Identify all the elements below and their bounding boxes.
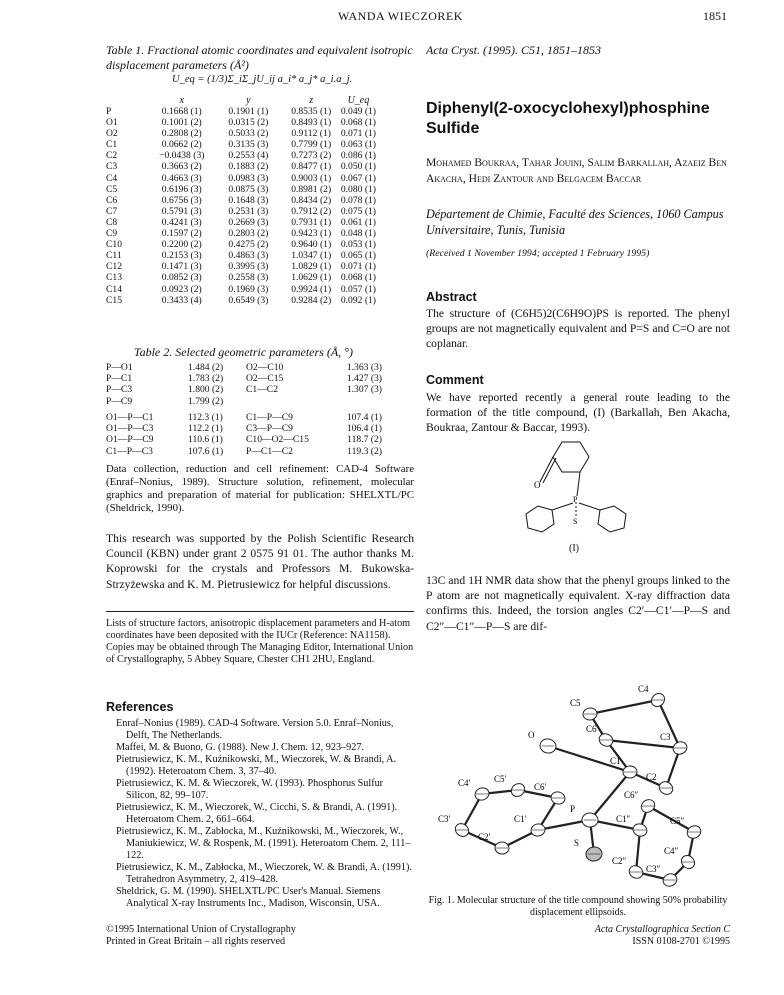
table-cell: 107.4 (1) <box>346 412 382 423</box>
atom-label: P <box>106 106 112 117</box>
atom-label: C6 <box>106 194 118 206</box>
acknowledgement: This research was supported by the Polish Scientific Research Council (KBN) under grant 2 0575 91 01. The author thanks M. Koprowski for the crystals and Professors M. Bukowska-Strzyżewska and K. M. Pietrusiewicz for helpful discussions. <box>106 532 414 591</box>
table-cell: O1—P—C3 <box>106 423 154 435</box>
table-cell: 0.7273 (2) <box>291 150 332 162</box>
table-cell: 0.0315 (2) <box>228 117 269 129</box>
reference-item: Pietrusiewicz, K. M., Zabłocka, M., Kuźnikowski, M., Wieczorek, W., Maniukiewicz, W. & Rospenk, M. (1991). Heteroatom Chem. 2, 111–122. <box>116 826 411 861</box>
atom-label: C7 <box>106 205 118 217</box>
table-cell: O2—C10 <box>246 362 284 373</box>
table-cell: 0.9640 (1) <box>291 239 332 251</box>
atom-label: C3′ <box>438 814 451 824</box>
table-cell: 0.2553 (4) <box>228 150 269 162</box>
table-cell: 0.8981 (2) <box>291 183 332 195</box>
atom-label: C6 <box>586 724 597 734</box>
scheme-p-label: P <box>573 495 578 504</box>
table-cell: C10—O2—C15 <box>246 434 309 446</box>
table2-bonds <box>106 362 382 407</box>
table-cell: 0.3995 (3) <box>228 261 269 273</box>
table1 <box>106 95 376 306</box>
table2-row <box>106 446 382 457</box>
reference-item: Maffei, M. & Buono, G. (1988). New J. Chem. 12, 923–927. <box>116 742 364 753</box>
ortep-figure <box>440 680 740 890</box>
header-author: WANDA WIECZOREK <box>338 9 463 23</box>
table2-row <box>106 396 382 407</box>
atom-label: C5′ <box>494 774 507 784</box>
atom-label: C5″ <box>670 816 685 826</box>
table-cell: 0.9003 (1) <box>291 172 332 184</box>
atom-label: C3″ <box>646 864 661 874</box>
bond-line <box>590 700 658 714</box>
copyright-footer: ©1995 International Union of Crystallography Printed in Great Britain – all rights reserved <box>106 924 296 947</box>
table1-row <box>106 239 376 250</box>
table-cell: 1.0629 (1) <box>291 272 332 284</box>
table-cell: 0.0662 (2) <box>161 139 202 151</box>
references-list <box>116 718 414 910</box>
atom-label: C4 <box>638 684 649 694</box>
table-cell: 1.799 (2) <box>188 395 224 407</box>
table-cell: 0.1471 (3) <box>161 261 202 273</box>
table1-row <box>106 117 376 128</box>
table2-angles <box>106 412 382 457</box>
table-cell: 0.1969 (3) <box>228 283 269 295</box>
table-cell: O1—P—C1 <box>106 412 154 423</box>
table-cell: 0.4663 (3) <box>161 172 202 184</box>
divider <box>106 611 414 612</box>
table1-caption: Table 1. Fractional atomic coordinates and equivalent isotropic displacement parameters (Å²) <box>106 43 413 72</box>
table2-caption: Table 2. Selected geometric parameters (Å, °) <box>134 345 353 359</box>
table-cell: 0.3433 (4) <box>161 294 202 306</box>
table-cell: P—C1—C2 <box>246 445 293 457</box>
table-cell: 0.6756 (3) <box>161 194 202 206</box>
table-cell: O2—C15 <box>246 373 284 385</box>
scheme-label: (I) <box>569 543 579 554</box>
table-cell: 0.3135 (3) <box>228 139 269 151</box>
table-cell: 0.2153 (3) <box>161 250 202 262</box>
reference-item: Pietrusiewicz, K. M. & Wieczorek, W. (1993). Phosphorus Sulfur Silicon, 82, 99–107. <box>116 778 384 801</box>
atom-label: C4′ <box>458 778 471 788</box>
table2-row <box>106 373 382 384</box>
deposit-note: Lists of structure factors, anisotropic displacement parameters and H-atom coordinates have been deposited with the IUCr (Reference: NA1158). Copies may be obtained through The Managing Editor, International Union of Crystallography, 5 Abbey Square, Chester CH1 2HU, England. <box>106 618 414 665</box>
table-cell: 0.9924 (1) <box>291 283 332 295</box>
atom-label: C2″ <box>612 856 627 866</box>
table-cell: 119.3 (2) <box>347 445 382 457</box>
table1-row <box>106 272 376 283</box>
table-cell: 1.800 (2) <box>188 384 224 396</box>
comment-paragraph-1: We have reported recently a general route leading to the formation of the title compound, (I) (Barkallah, Ben Akacha, Boukraa, Zantour & Baccar, 1993). <box>426 391 730 435</box>
atom-label: O <box>528 730 535 740</box>
table-cell: 0.1883 (2) <box>228 161 269 173</box>
data-collection-text: Data collection, reduction and cell refinement: CAD-4 Software (Enraf–Nonius, 1989). Structure solution, refinement, molecular graphics and preparation of material for publication: SHELXTL/PC (Sheldrick, 1990). <box>106 463 414 514</box>
figure-caption: Fig. 1. Molecular structure of the title compound showing 50% probability displacement ellipsoids. <box>428 895 728 918</box>
atom-label: C3 <box>106 161 118 173</box>
atom-label: C3 <box>660 732 671 742</box>
atom-label: C15 <box>106 294 122 306</box>
table-cell: 0.8535 (1) <box>291 106 332 117</box>
article-title: Diphenyl(2-oxocyclohexyl)phosphine Sulfide <box>426 100 710 137</box>
table-cell: 0.7799 (1) <box>291 139 332 151</box>
header-page: 1851 <box>703 9 727 23</box>
table-cell: 0.048 (1) <box>340 228 376 240</box>
abstract-heading: Abstract <box>426 290 477 304</box>
atom-label: C4″ <box>664 846 679 856</box>
table-cell: 0.1001 (2) <box>161 117 202 129</box>
table-cell: 0.092 (1) <box>340 294 376 306</box>
table1-row <box>106 106 376 117</box>
atom-label: O1 <box>106 117 118 129</box>
table-cell: 110.6 (1) <box>188 434 223 446</box>
table-cell: 0.2531 (3) <box>228 205 269 217</box>
table1-row <box>106 206 376 217</box>
table-cell: C3—P—C9 <box>246 423 293 435</box>
table-cell: 0.067 (1) <box>340 172 376 184</box>
scheme-s-label: S <box>573 517 578 526</box>
table2-row <box>106 423 382 434</box>
table-cell: 106.4 (1) <box>346 423 382 435</box>
table-cell: 0.6549 (3) <box>228 294 269 306</box>
table-cell: 0.0875 (3) <box>228 183 269 195</box>
reference-item: Pietrusiewicz, K. M., Zabłocka, M., Wieczorek, W. & Brandi, A. (1991). Tetrahedron Asymmetry, 2, 419–428. <box>116 862 412 885</box>
table-cell: 0.080 (1) <box>340 183 376 195</box>
table1-formula: U_eq = (1/3)Σ_iΣ_jU_ij a_i* a_j* a_i.a_j. <box>172 74 353 85</box>
table-cell: 0.1648 (3) <box>228 194 269 206</box>
table-cell: 1.0829 (1) <box>291 261 332 273</box>
atom-label: O2 <box>106 128 118 140</box>
atom-label: C13 <box>106 272 122 284</box>
table1-row <box>106 195 376 206</box>
table-cell: 0.8493 (1) <box>291 117 332 129</box>
table-cell: 0.2200 (2) <box>161 239 202 251</box>
comment2-text: 13C and 1H NMR data show that the phenyl groups linked to the P atom are not magnetically equivalent. X-ray diffraction data confirms this. Indeed, the torsion angles C2′—C1′—P—S and C2″—C1″—P—S are dif- <box>426 574 730 633</box>
table-cell: 0.9112 (1) <box>291 128 331 140</box>
table-cell: 0.4863 (3) <box>228 250 269 262</box>
atom-label: C9 <box>106 228 118 240</box>
table-cell: 1.783 (2) <box>188 373 224 385</box>
table1-row <box>106 261 376 272</box>
table1-row <box>106 184 376 195</box>
table-cell: −0.0438 (3) <box>159 150 205 162</box>
atom-label: C1″ <box>616 814 631 824</box>
table-cell <box>312 396 382 407</box>
table-cell: 112.2 (1) <box>188 423 223 435</box>
reference-item: Pietrusiewicz, K. M., Wieczorek, W., Cicchi, S. & Brandi, A. (1991). Heteroatom Chem. 2, 661–664. <box>116 802 398 825</box>
phenyl-right <box>598 506 626 532</box>
phenyl-left <box>526 506 554 532</box>
atom-label: C1′ <box>514 814 527 824</box>
table2-row <box>106 384 382 395</box>
table-cell <box>246 396 312 407</box>
table-cell: 0.071 (1) <box>340 128 376 140</box>
scheme-o-label: O <box>534 480 541 490</box>
table-cell: 0.0852 (3) <box>161 272 202 284</box>
atom-label: C12 <box>106 261 122 273</box>
author-list: Mohamed Boukraa, Tahar Jouini, Salim Barkallah, Azaeiz Ben Akacha, Hedi Zantour and Belgacem Baccar <box>426 156 727 185</box>
atom-label: C10 <box>106 239 122 251</box>
table-cell: O1—P—C9 <box>106 434 154 446</box>
table-cell: 0.068 (1) <box>340 272 376 284</box>
table-cell: C1—P—C9 <box>246 412 293 423</box>
table-cell: 0.1597 (2) <box>161 228 202 240</box>
table-cell: P—C3 <box>106 384 133 396</box>
table-cell: C1—P—C3 <box>106 445 153 457</box>
atom-label: C14 <box>106 283 122 295</box>
table-cell: 112.3 (1) <box>188 412 223 423</box>
references-heading: References <box>106 700 174 714</box>
table-cell: 0.086 (1) <box>340 150 376 162</box>
table1-row <box>106 228 376 239</box>
citation: Acta Cryst. (1995). C51, 1851–1853 <box>426 43 601 57</box>
table-cell: 0.9284 (2) <box>291 294 332 306</box>
table-cell: 0.078 (1) <box>340 194 376 206</box>
abstract-text: The structure of (C6H5)2(C6H9O)PS is reported. The phenyl groups are not magnetically equivalent and P=S and C=O are not coplanar. <box>426 307 730 351</box>
table-cell: 0.1668 (1) <box>161 106 202 117</box>
table-cell: C1—C2 <box>246 384 278 396</box>
table-cell: 1.484 (2) <box>188 362 224 373</box>
table-cell: 0.0923 (2) <box>161 283 202 295</box>
table-cell: 0.3663 (2) <box>161 161 202 173</box>
atom-label: C5 <box>106 183 118 195</box>
table-cell: 0.9423 (1) <box>291 228 332 240</box>
table-cell: 0.4241 (3) <box>161 216 202 228</box>
comment-heading: Comment <box>426 373 484 387</box>
table-cell: 0.2558 (3) <box>228 272 269 284</box>
received-dates: (Received 1 November 1994; accepted 1 February 1995) <box>426 248 650 259</box>
table2-row <box>106 412 382 423</box>
carbonyl-bond <box>540 457 553 482</box>
table-cell: 107.6 (1) <box>188 445 224 457</box>
atom-label: C1 <box>610 756 621 766</box>
table1-row <box>106 150 376 161</box>
atom-label: C6″ <box>624 790 639 800</box>
journal-footer: Acta Crystallographica Section C ISSN 0108-2701 ©1995 <box>594 924 730 947</box>
table-cell: 0.057 (1) <box>340 283 376 295</box>
table-cell: 0.5033 (2) <box>228 128 269 140</box>
atom-label: P <box>570 804 576 814</box>
table-cell: 0.6196 (3) <box>161 183 202 195</box>
table-cell: 0.050 (1) <box>340 161 376 173</box>
table-cell: 0.063 (1) <box>340 139 376 151</box>
table-cell: 0.2803 (2) <box>228 228 269 240</box>
table1-row <box>106 173 376 184</box>
table1-row <box>106 128 376 139</box>
table-cell: P—O1 <box>106 362 133 373</box>
table-cell: 1.427 (3) <box>346 373 382 385</box>
chemical-scheme <box>500 436 650 558</box>
table-cell: 1.363 (3) <box>346 362 382 373</box>
table-cell: 0.8477 (1) <box>291 161 332 173</box>
table-cell: P—C1 <box>106 373 133 385</box>
reference-item: Enraf–Nonius (1989). CAD-4 Software. Version 5.0. Enraf–Nonius, Delft, The Netherlands. <box>116 718 394 741</box>
table-cell: 0.053 (1) <box>340 239 376 251</box>
atom-label: C6′ <box>534 782 547 792</box>
table2-row <box>106 434 382 445</box>
atom-label: C5 <box>570 698 581 708</box>
table1-row <box>106 217 376 228</box>
table-cell: 0.5791 (3) <box>161 205 202 217</box>
table-cell: 0.2808 (2) <box>161 128 202 140</box>
affiliation: Département de Chimie, Faculté des Sciences, 1060 Campus Universitaire, Tunis, Tunisia <box>426 207 724 237</box>
table-cell: 0.7912 (2) <box>291 205 332 217</box>
cyclohexane-ring <box>553 442 589 472</box>
atom-label: C2′ <box>478 832 491 842</box>
table-cell: 1.307 (3) <box>346 384 382 396</box>
atom-label: C4 <box>106 172 118 184</box>
table1-row <box>106 250 376 261</box>
table1-header-row: x y z U_eq <box>179 95 370 106</box>
comment-paragraph-2 <box>426 573 730 634</box>
table-cell: 0.061 (1) <box>340 216 376 228</box>
reference-item: Pietrusiewicz, K. M., Kuźnikowski, M., Wieczorek, W. & Brandi, A. (1992). Heteroatom Chem. 3, 37–40. <box>116 754 397 777</box>
reference-item: Sheldrick, G. M. (1990). SHELXTL/PC User's Manual. Siemens Analytical X-ray Instruments Inc., Madison, Wisconsin, USA. <box>116 886 381 909</box>
table1-row <box>106 284 376 295</box>
table1-row <box>106 295 376 306</box>
table-cell: 0.068 (1) <box>340 117 376 129</box>
table-cell: 0.065 (1) <box>340 250 376 262</box>
table-cell: P—C9 <box>106 395 133 407</box>
atom-label: S <box>574 838 580 848</box>
table-cell: 0.7931 (1) <box>291 216 332 228</box>
atom-label: C2 <box>106 150 118 162</box>
table-cell: 0.8434 (2) <box>291 194 332 206</box>
atom-label: C11 <box>106 250 122 262</box>
atom-label: C2 <box>646 772 657 782</box>
table-cell: 118.7 (2) <box>347 434 382 446</box>
table-cell: 0.071 (1) <box>340 261 376 273</box>
table1-row <box>106 161 376 172</box>
table-cell: 0.0983 (3) <box>228 172 269 184</box>
atom-label: C1 <box>106 139 118 151</box>
table1-row <box>106 139 376 150</box>
table-cell: 0.4275 (2) <box>228 239 269 251</box>
atom-label: C8 <box>106 216 118 228</box>
table-cell: 0.1901 (1) <box>228 106 269 117</box>
table-cell: 0.2669 (3) <box>228 216 269 228</box>
table-cell: 0.049 (1) <box>340 106 376 117</box>
table-cell: 0.075 (1) <box>340 205 376 217</box>
table2-row <box>106 362 382 373</box>
table-cell: 1.0347 (1) <box>291 250 332 262</box>
